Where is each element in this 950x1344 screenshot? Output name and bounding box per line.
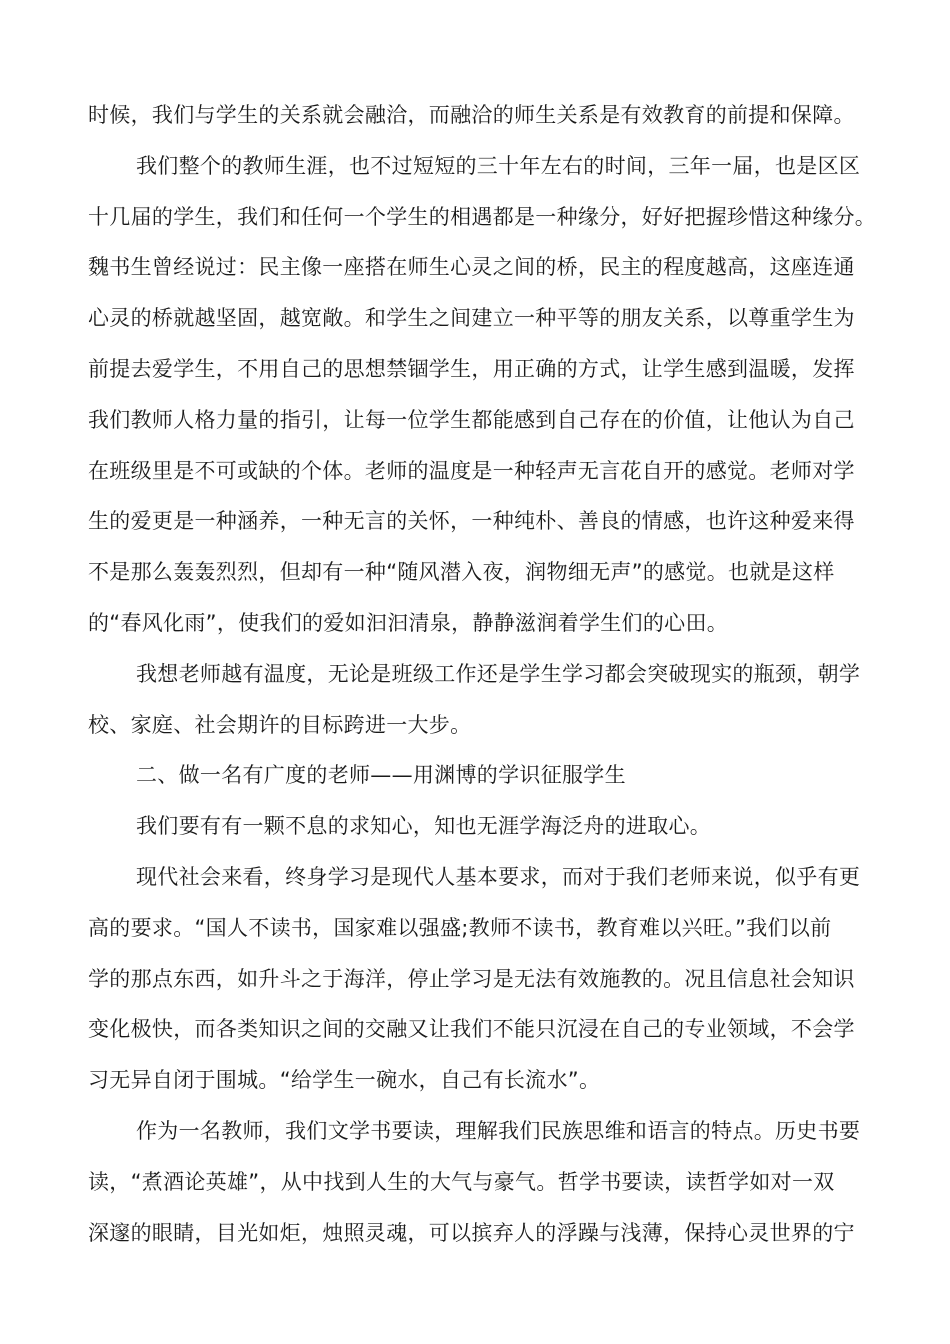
text-line: 习无异自闭于围城。“给学生一碗水，自己有长流水”。 [88,1068,601,1093]
text-line: 魏书生曾经说过：民主像一座搭在师生心灵之间的桥，民主的程度越高，这座连通 [88,255,855,280]
paragraph-start-line: 我们整个的教师生涯，也不过短短的三十年左右的时间，三年一届，也是区区 [136,153,861,178]
text-line: 前提去爱学生，不用自己的思想禁锢学生，用正确的方式，让学生感到温暖，发挥 [88,356,855,381]
text-line: 时候，我们与学生的关系就会融洽，而融洽的师生关系是有效教育的前提和保障。 [88,103,855,127]
text-line: 不是那么轰轰烈烈，但却有一种“随风潜入夜，润物细无声”的感觉。也就是这样 [88,560,835,585]
paragraph-start-line: 现代社会来看，终身学习是现代人基本要求，而对于我们老师来说，似乎有更 [136,864,861,889]
text-line: 心灵的桥就越坚固，越宽敞。和学生之间建立一种平等的朋友关系，以尊重学生为 [88,306,855,331]
text-line: 读，“煮酒论英雄”，从中找到人生的大气与豪气。哲学书要读，读哲学如对一双 [88,1169,835,1194]
text-line: 校、家庭、社会期许的目标跨进一大步。 [88,712,472,737]
text-line: 学的那点东西，如升斗之于海洋，停止学习是无法有效施教的。况且信息社会知识 [88,966,855,991]
text-line: 的“春风化雨”，使我们的爱如汩汩清泉，静静滋润着学生们的心田。 [88,610,729,635]
paragraph-start-line: 我想老师越有温度，无论是班级工作还是学生学习都会突破现实的瓶颈，朝学 [136,661,861,686]
text-line: 变化极快，而各类知识之间的交融又让我们不能只沉浸在自己的专业领域，不会学 [88,1017,855,1042]
text-line: 十几届的学生，我们和任何一个学生的相遇都是一种缘分，好好把握珍惜这种缘分。 [88,204,877,229]
text-line: 生的爱更是一种涵养，一种无言的关怀，一种纯朴、善良的情感，也许这种爱来得 [88,509,855,534]
text-line: 深邃的眼睛，目光如炬，烛照灵魂，可以摈弃人的浮躁与浅薄，保持心灵世界的宁 [88,1220,855,1245]
text-line: 我们教师人格力量的指引，让每一位学生都能感到自己存在的价值，让他认为自己 [88,407,855,432]
section-heading: 二、做一名有广度的老师——用渊博的学识征服学生 [136,763,626,788]
paragraph-start-line: 我们要有有一颗不息的求知心，知也无涯学海泛舟的进取心。 [136,814,712,839]
paragraph-start-line: 作为一名教师，我们文学书要读，理解我们民族思维和语言的特点。历史书要 [136,1118,861,1143]
text-line: 在班级里是不可或缺的个体。老师的温度是一种轻声无言花自开的感觉。老师对学 [88,458,855,483]
text-line: 高的要求。“国人不读书，国家难以强盛;教师不读书，教育难以兴旺。”我们以前 [88,915,832,940]
document-body [88,90,877,1258]
